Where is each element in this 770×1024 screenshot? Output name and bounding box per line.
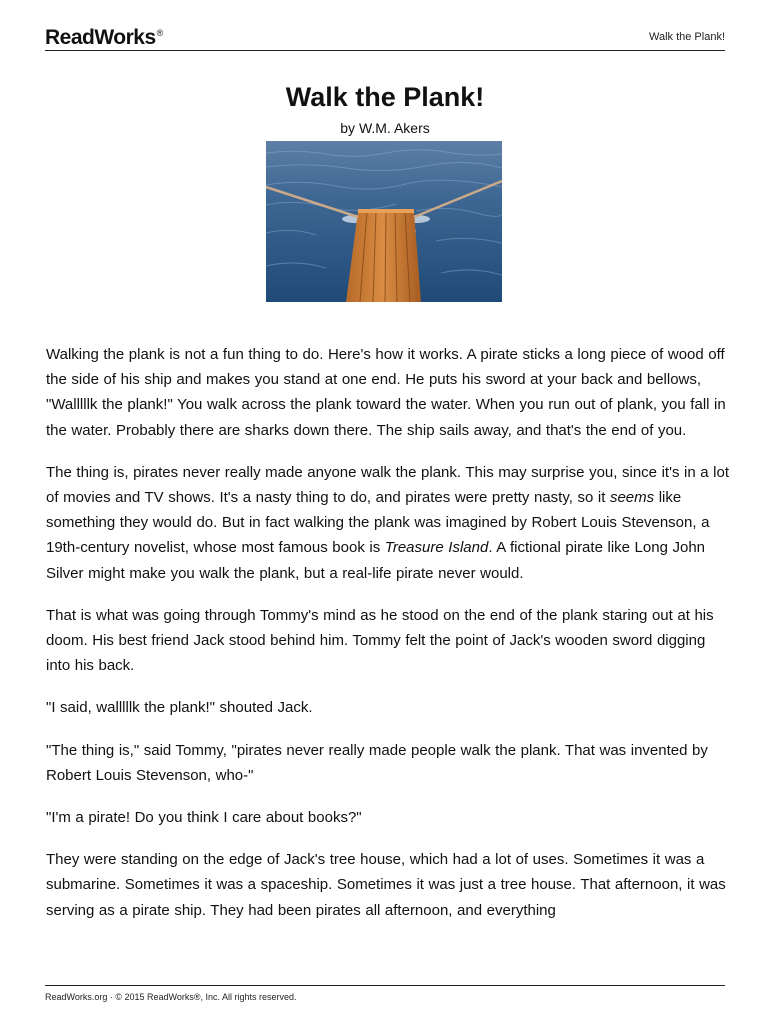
paragraph-text: "I said, walllllk the plank!" shouted Jack. — [46, 699, 313, 717]
paragraph-text: "The thing is," said Tommy, "pirates never really made people walk the plank. That was invented by Robert Louis Stevenson, who-" — [46, 741, 708, 784]
italic-text: Treasure Island — [384, 539, 489, 557]
article-paragraph — [46, 847, 730, 923]
paragraph-text: Walking the plank is not a fun thing to do. Here's how it works. A pirate sticks a long piece of wood off the side of his ship and makes you stand at one end. He puts his sword at your back and bellows, "Walllllk the plank!" You walk across the plank toward the water. When you run out of plank, you fall in the water. Probably there are sharks down there. The ship sails away, and that's the end of you. — [46, 346, 726, 439]
article-paragraph — [46, 738, 730, 788]
article-paragraph — [46, 342, 730, 443]
article-title: Walk the Plank! — [285, 82, 485, 112]
paragraph-text: They were standing on the edge of Jack's tree house, which had a lot of uses. Sometimes it was a submarine. Sometimes it was a spaceship. Sometimes it was just a tree house. That afternoon, it was serving as a pirate ship. They had been pirates all afternoon, and everything — [46, 851, 726, 919]
readworks-logo — [45, 26, 163, 50]
article-paragraph — [46, 805, 730, 830]
article-paragraph — [46, 460, 730, 586]
page-footer: ReadWorks.org · © 2015 ReadWorks®, Inc. All rights reserved. — [45, 985, 725, 1002]
paragraph-text: The thing is, pirates never really made anyone walk the plank. This may surprise you, since it's in a lot of movies and TV shows. It's a nasty thing to do, and pirates were pretty nasty, so it — [46, 463, 730, 507]
plank-over-ocean-image — [266, 141, 502, 302]
logo-registered-mark: ® — [156, 28, 163, 38]
header-doc-title: Walk the Plank! — [648, 31, 725, 43]
paragraph-text: "I'm a pirate! Do you think I care about books?" — [46, 809, 362, 827]
article-body — [46, 342, 730, 940]
logo-text: ReadWorks — [45, 26, 156, 49]
paragraph-text: That is what was going through Tommy's mind as he stood on the end of the plank staring out at his doom. His best friend Jack stood behind him. Tommy felt the point of Jack's wooden sword digging into his back. — [46, 606, 714, 675]
paragraph-text: . A fictional pirate like Long John Silver might make you walk the plank, but a real-life pirate never would. — [46, 539, 706, 582]
article-paragraph — [46, 603, 730, 679]
article-byline: by W.M. Akers — [340, 120, 430, 136]
page-header — [45, 24, 725, 51]
article-paragraph — [46, 695, 730, 720]
paragraph-text: like something they would do. But in fact walking the plank was imagined by Robert Louis Stevenson, a 19th-century novelist, whose most famous book is — [46, 489, 710, 557]
italic-text: seems — [609, 489, 655, 507]
